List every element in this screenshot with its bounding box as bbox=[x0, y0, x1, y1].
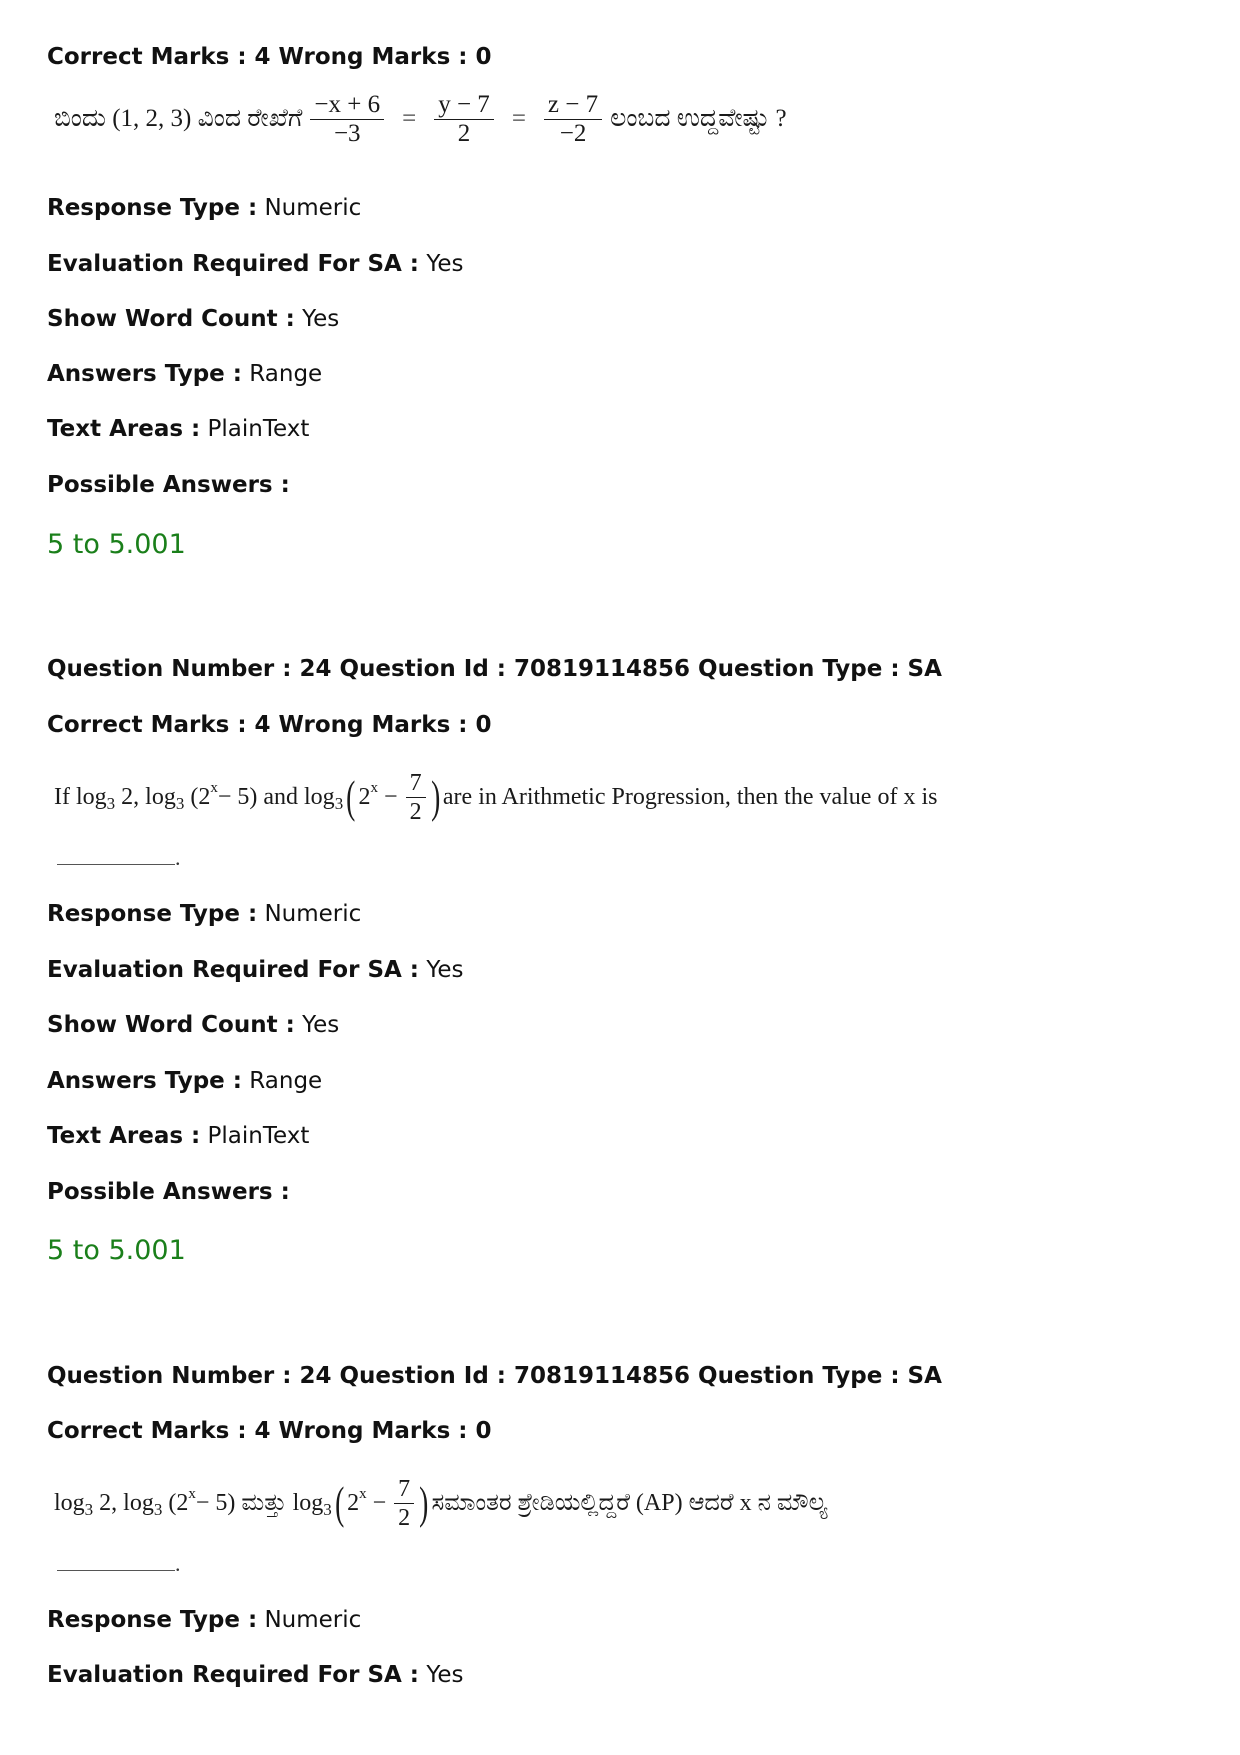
fraction-denominator: 2 bbox=[457, 119, 471, 147]
field-value: Range bbox=[249, 361, 323, 387]
field-value: Yes bbox=[302, 1012, 340, 1038]
math-subscript: 3 bbox=[84, 1500, 94, 1519]
question-header: Question Number : 24 Question Id : 70819114856 Question Type : SA bbox=[47, 656, 942, 682]
response-type bbox=[47, 193, 361, 223]
fraction-x bbox=[310, 91, 384, 148]
math-text: 2, log bbox=[121, 783, 176, 810]
math-text: − 5) and log bbox=[217, 783, 335, 810]
field-label: Evaluation Required For SA : bbox=[47, 1662, 420, 1688]
field-value: Yes bbox=[426, 957, 464, 983]
field-label: Evaluation Required For SA : bbox=[47, 251, 420, 277]
evaluation-required bbox=[47, 1660, 463, 1690]
question-suffix: ಲಂಬದ ಉದ್ದವೇಷ್ಟು ? bbox=[610, 105, 787, 132]
field-label: Response Type : bbox=[47, 195, 258, 221]
math-subscript: 3 bbox=[323, 1500, 332, 1519]
math-superscript: x bbox=[370, 779, 379, 796]
question-header: Question Number : 24 Question Id : 70819114856 Question Type : SA bbox=[47, 1363, 942, 1389]
field-label: Response Type : bbox=[47, 901, 258, 927]
equals-sign: = bbox=[402, 105, 417, 132]
correct-marks: Correct Marks : 4 Wrong Marks : 0 bbox=[47, 1418, 492, 1444]
math-subscript: 3 bbox=[106, 794, 116, 813]
right-paren: ) bbox=[430, 771, 440, 822]
correct-marks: Correct Marks : 4 Wrong Marks : 0 bbox=[47, 44, 492, 70]
response-type bbox=[47, 1605, 361, 1635]
fraction-numerator: −x + 6 bbox=[310, 91, 384, 120]
left-paren: ( bbox=[334, 1477, 345, 1528]
left-paren: ( bbox=[346, 771, 356, 822]
field-label: Show Word Count : bbox=[47, 1012, 295, 1038]
fraction-denominator: 2 bbox=[409, 798, 422, 825]
fraction-numerator: 7 bbox=[406, 769, 426, 798]
field-label: Text Areas : bbox=[47, 1123, 201, 1149]
math-text: log bbox=[54, 1489, 85, 1516]
evaluation-required bbox=[47, 955, 463, 985]
fraction-y bbox=[434, 91, 494, 148]
field-value: Numeric bbox=[264, 1607, 362, 1633]
field-label: Response Type : bbox=[47, 1607, 258, 1633]
field-value: PlainText bbox=[207, 416, 310, 442]
possible-answer-value: 5 to 5.001 bbox=[47, 529, 186, 560]
show-word-count bbox=[47, 304, 339, 334]
field-value: Numeric bbox=[264, 901, 362, 927]
math-text: − bbox=[384, 783, 398, 810]
math-text: (2 bbox=[190, 783, 211, 810]
question-text bbox=[54, 86, 787, 152]
equals-sign: = bbox=[511, 105, 526, 132]
math-text: ಸಮಾಂತರ ಶ್ರೇಡಿಯಲ್ಲಿದ್ದರೆ (AP) ಆದರೆ x ನ ಮೌಲ್ಯ bbox=[431, 1489, 828, 1516]
math-text: (2 bbox=[168, 1489, 189, 1516]
fraction-z bbox=[544, 91, 602, 148]
math-text: − bbox=[372, 1489, 387, 1516]
math-text: If log bbox=[54, 783, 107, 810]
math-text: are in Arithmetic Progression, then the value of x is bbox=[442, 783, 938, 810]
fraction-numerator: y − 7 bbox=[434, 91, 494, 120]
field-value: Numeric bbox=[264, 195, 362, 221]
field-label: Text Areas : bbox=[47, 416, 201, 442]
field-label: Show Word Count : bbox=[47, 306, 295, 332]
fraction-seven-halves bbox=[394, 1475, 414, 1532]
math-superscript: x bbox=[359, 1485, 367, 1502]
math-text: 2 bbox=[347, 1489, 360, 1516]
answer-blank: . bbox=[57, 845, 181, 871]
text-areas bbox=[47, 414, 309, 444]
math-text: − 5) ಮತ್ತು log bbox=[195, 1489, 324, 1516]
answers-type bbox=[47, 359, 322, 389]
math-text: 2 bbox=[358, 783, 371, 810]
correct-marks: Correct Marks : 4 Wrong Marks : 0 bbox=[47, 712, 492, 738]
answers-type bbox=[47, 1066, 322, 1096]
answer-blank: . bbox=[57, 1551, 181, 1577]
fraction-denominator: −3 bbox=[333, 119, 361, 147]
fraction-denominator: 2 bbox=[398, 1504, 411, 1531]
possible-answers-label: Possible Answers : bbox=[47, 1179, 290, 1205]
question-prefix: ಬಿಂದು (1, 2, 3) ವಿಂದ ರೇಖೆಗೆ bbox=[54, 105, 303, 132]
field-label: Answers Type : bbox=[47, 361, 242, 387]
show-word-count bbox=[47, 1010, 339, 1040]
math-text: 2, log bbox=[99, 1489, 154, 1516]
field-label: Answers Type : bbox=[47, 1068, 242, 1094]
math-superscript: x bbox=[210, 779, 218, 796]
question-text bbox=[54, 764, 937, 830]
right-paren: ) bbox=[419, 1477, 429, 1528]
field-value: Yes bbox=[426, 1662, 464, 1688]
evaluation-required bbox=[47, 249, 463, 279]
field-value: Yes bbox=[426, 251, 464, 277]
field-value: PlainText bbox=[207, 1123, 310, 1149]
response-type bbox=[47, 899, 361, 929]
field-value: Yes bbox=[302, 306, 340, 332]
fraction-denominator: −2 bbox=[559, 119, 587, 147]
fraction-seven-halves bbox=[406, 769, 426, 826]
math-subscript: 3 bbox=[175, 794, 185, 813]
fraction-numerator: 7 bbox=[394, 1475, 414, 1504]
field-value: Range bbox=[249, 1068, 323, 1094]
field-label: Evaluation Required For SA : bbox=[47, 957, 420, 983]
math-subscript: 3 bbox=[334, 794, 344, 813]
possible-answers-label: Possible Answers : bbox=[47, 472, 290, 498]
math-superscript: x bbox=[188, 1485, 196, 1502]
possible-answer-value: 5 to 5.001 bbox=[47, 1235, 186, 1266]
math-subscript: 3 bbox=[153, 1500, 163, 1519]
fraction-numerator: z − 7 bbox=[544, 91, 602, 120]
text-areas bbox=[47, 1121, 309, 1151]
question-text bbox=[54, 1470, 828, 1536]
